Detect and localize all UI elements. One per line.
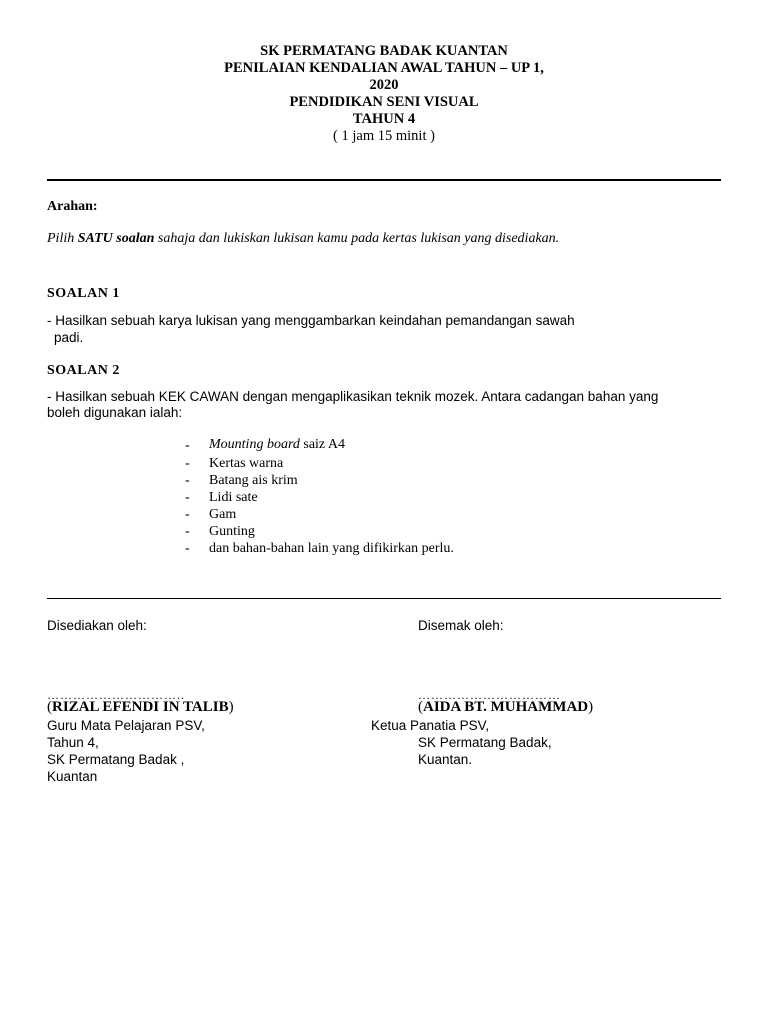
instructions-text-before: Pilih (47, 231, 78, 246)
checked-city: Kuantan. (418, 752, 473, 767)
list-item: dan bahan-bahan lain yang difikirkan perlu. (209, 541, 454, 556)
question1-line2: padi. (54, 330, 84, 345)
instructions-label: Arahan: (47, 199, 98, 214)
prepared-grade: Tahun 4, (47, 735, 99, 750)
prepared-role: Guru Mata Pelajaran PSV, (47, 718, 205, 733)
paren-close: ) (228, 699, 234, 715)
paren-open: ( (47, 699, 52, 715)
list-item: Kertas warna (209, 456, 284, 471)
list-dash: - (185, 524, 190, 539)
subject-title: PENDIDIKAN SENI VISUAL (289, 94, 479, 110)
list-dash: - (185, 456, 190, 471)
paren-close: ) (588, 699, 594, 715)
prepared-signature-line: ………………………….. (47, 688, 185, 702)
school-name: SK PERMATANG BADAK KUANTAN (260, 43, 508, 59)
list-item: Lidi sate (209, 490, 258, 505)
list-item: Batang ais krim (209, 473, 298, 488)
list-dash: - (185, 473, 190, 488)
list-item (209, 437, 345, 453)
assessment-year: 2020 (369, 77, 399, 93)
checked-signature-line: …………………………… (418, 688, 561, 702)
list-item: Gam (209, 507, 237, 522)
footer-divider (47, 598, 721, 599)
list-dash: - (185, 507, 190, 522)
prepared-school: SK Permatang Badak , (47, 752, 185, 767)
header-divider (47, 179, 721, 181)
list-dash: - (185, 438, 190, 453)
question2-line2: boleh digunakan ialah: (47, 405, 183, 420)
list-item: Gunting (209, 524, 255, 539)
prepared-name (47, 699, 234, 716)
list-dash: - (185, 541, 190, 556)
prepared-name-text: RIZAL EFENDI IN TALIB (52, 699, 229, 715)
prepared-city: Kuantan (47, 769, 98, 784)
question1-line1: - Hasilkan sebuah karya lukisan yang menggambarkan keindahan pemandangan sawah (47, 313, 575, 328)
question2-title: SOALAN 2 (47, 363, 120, 378)
material-rest: saiz A4 (299, 437, 345, 452)
paren-open: ( (418, 699, 423, 715)
question2-line1: - Hasilkan sebuah KEK CAWAN dengan mengaplikasikan teknik mozek. Antara cadangan bahan yang (47, 389, 659, 404)
question1-title: SOALAN 1 (47, 286, 120, 301)
checked-role: Ketua Panatia PSV, (371, 718, 490, 733)
instructions-text-after: sahaja dan lukiskan lukisan kamu pada kertas lukisan yang disediakan. (154, 231, 560, 246)
duration: ( 1 jam 15 minit ) (333, 128, 435, 144)
prepared-by-label: Disediakan oleh: (47, 618, 147, 633)
checked-name (418, 699, 593, 716)
checked-by-label: Disemak oleh: (418, 618, 504, 633)
assessment-title: PENILAIAN KENDALIAN AWAL TAHUN – UP 1, (224, 60, 544, 76)
instructions-text (47, 231, 559, 247)
material-italic: Mounting board (209, 437, 300, 452)
list-dash: - (185, 490, 190, 505)
checked-name-text: AIDA BT. MUHAMMAD (423, 699, 589, 715)
checked-school: SK Permatang Badak, (418, 735, 552, 750)
grade-title: TAHUN 4 (352, 111, 416, 127)
instructions-text-bold: SATU soalan (77, 231, 155, 246)
